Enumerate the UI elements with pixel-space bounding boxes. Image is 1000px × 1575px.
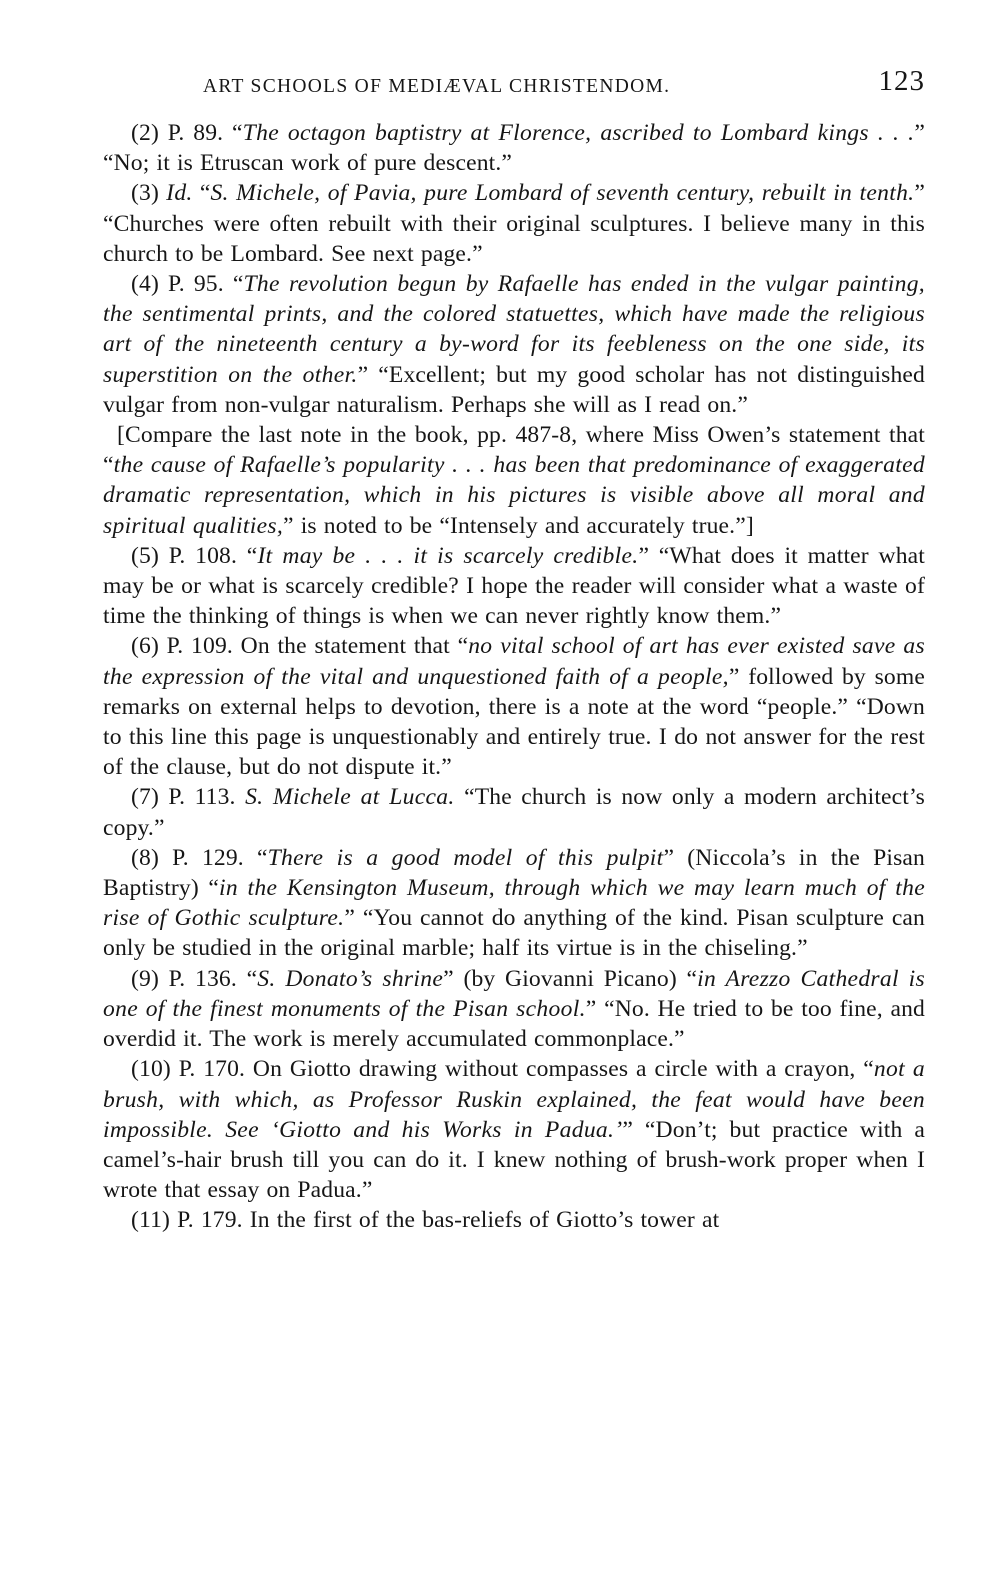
quoted-text: The revolution begun by Rafaelle has ended in the vulgar painting, the sentimental prints, and the colored statuettes, which have made the religious art of the nineteenth century a by-word for its feebleness on the one side, its superstition on the other. xyxy=(103,271,925,388)
note-text: “ xyxy=(192,180,211,207)
note-text: (3) xyxy=(131,180,167,207)
running-title: ART SCHOOLS OF MEDIÆVAL CHRISTENDOM. xyxy=(203,76,671,97)
note-text: (10) P. 170. On Giotto drawing without compasses a circle with a crayon, “ xyxy=(131,1056,874,1083)
quoted-text: no vital school of art has ever existed save as the expression of the vital and unquestioned faith of a people, xyxy=(103,633,925,690)
quoted-text: S. Michele at Lucca. xyxy=(245,784,455,811)
quoted-text: not a brush, with which, as Professor Ruskin explained, the feat would have been impossible. See ‘Giotto and his Works in Padua.’ xyxy=(103,1056,925,1143)
note-text: ” “No; it is Etruscan work of pure descent.” xyxy=(103,120,925,177)
page-number: 123 xyxy=(878,65,925,97)
note-text: “The church is now only a modern architect’s copy.” xyxy=(103,784,926,841)
note-paragraph xyxy=(103,843,925,964)
book-page xyxy=(103,62,925,1236)
quoted-text: There is a good model of this pulpit xyxy=(267,844,664,871)
quoted-text: Id. xyxy=(166,180,193,207)
note-text: (4) P. 95. “ xyxy=(131,271,244,298)
note-text: [Compare the last note in the book, pp. 487-8, where Miss Owen’s statement that “ xyxy=(103,422,925,479)
quoted-text: The octagon baptistry at Florence, ascribed to Lombard kings . . . xyxy=(242,120,915,146)
note-text: ” “No. He tried to be too fine, and overdid it. The work is merely accumulated commonplace.” xyxy=(103,995,925,1053)
note-text: ” “Churches were often rebuilt with their original sculptures. I believe many in this church to be Lombard. See next page.” xyxy=(103,180,925,267)
quoted-text: in Arezzo Cathedral is one of the finest monuments of the Pisan school. xyxy=(103,965,926,1022)
quoted-text: the cause of Rafaelle’s popularity . . . has been that predominance of exaggerated dramatic representation, which in his pictures is visible above all moral and spiritual qualities, xyxy=(103,452,925,539)
note-text: ” “Excellent; but my good scholar has not distinguished vulgar from non-vulgar naturalism. Perhaps she will as I read on.” xyxy=(103,361,925,418)
note-text: ” (Niccola’s in the Pisan Baptistry) “ xyxy=(103,844,926,902)
quoted-text: S. Donato’s shrine xyxy=(257,965,444,992)
note-paragraph xyxy=(103,964,925,1055)
note-paragraph xyxy=(103,118,925,178)
note-paragraph xyxy=(103,1054,925,1205)
quoted-text: in the Kensington Museum, through which we may learn much of the rise of Gothic sculpture. xyxy=(103,875,925,932)
note-paragraph xyxy=(103,782,925,842)
note-text: (6) P. 109. On the statement that “ xyxy=(131,633,469,660)
notes-body xyxy=(103,118,925,1236)
note-text: ” “You cannot do anything of the kind. Pisan sculpture can only be studied in the original marble; half its virtue is in the chiseling.” xyxy=(103,905,926,962)
note-text: (8) P. 129. “ xyxy=(131,844,268,871)
note-text: ” (by Giovanni Picano) “ xyxy=(443,965,698,992)
note-text: ” followed by some remarks on external helps to devotion, there is a note at the word “people.” “Down to this line this page is unquestionably and entirely true. I do not answer for the rest of the clause, but do not dispute it.” xyxy=(103,663,925,781)
bracketed-comment xyxy=(103,420,925,541)
note-text: (2) P. 89. “ xyxy=(131,120,243,146)
note-paragraph xyxy=(103,541,925,632)
note-text: (5) P. 108. “ xyxy=(131,542,258,569)
note-paragraph xyxy=(103,1205,925,1235)
note-paragraph xyxy=(103,178,925,269)
note-text: (9) P. 136. “ xyxy=(131,965,258,992)
note-text: ” “Don’t; but practice with a camel’s-hair brush till you can do it. I knew nothing of brush-work proper when I wrote that essay on Padua.” xyxy=(103,1116,925,1204)
note-text: (7) P. 113. xyxy=(131,784,246,811)
running-head xyxy=(103,62,925,108)
note-text: (11) P. 179. In the first of the bas-reliefs of Giotto’s tower at xyxy=(131,1207,720,1234)
quoted-text: S. Michele, of Pavia, pure Lombard of seventh century, rebuilt in tenth. xyxy=(210,180,915,207)
note-text: ” “What does it matter what may be or what is scarcely credible? I hope the reader will consider what a waste of time the thinking of things is when we can never rightly know them.” xyxy=(103,542,926,630)
quoted-text: It may be . . . it is scarcely credible. xyxy=(257,542,639,569)
note-text: ” is noted to be “Intensely and accurately true.”] xyxy=(283,512,754,539)
note-paragraph xyxy=(103,269,925,420)
note-paragraph xyxy=(103,631,925,782)
